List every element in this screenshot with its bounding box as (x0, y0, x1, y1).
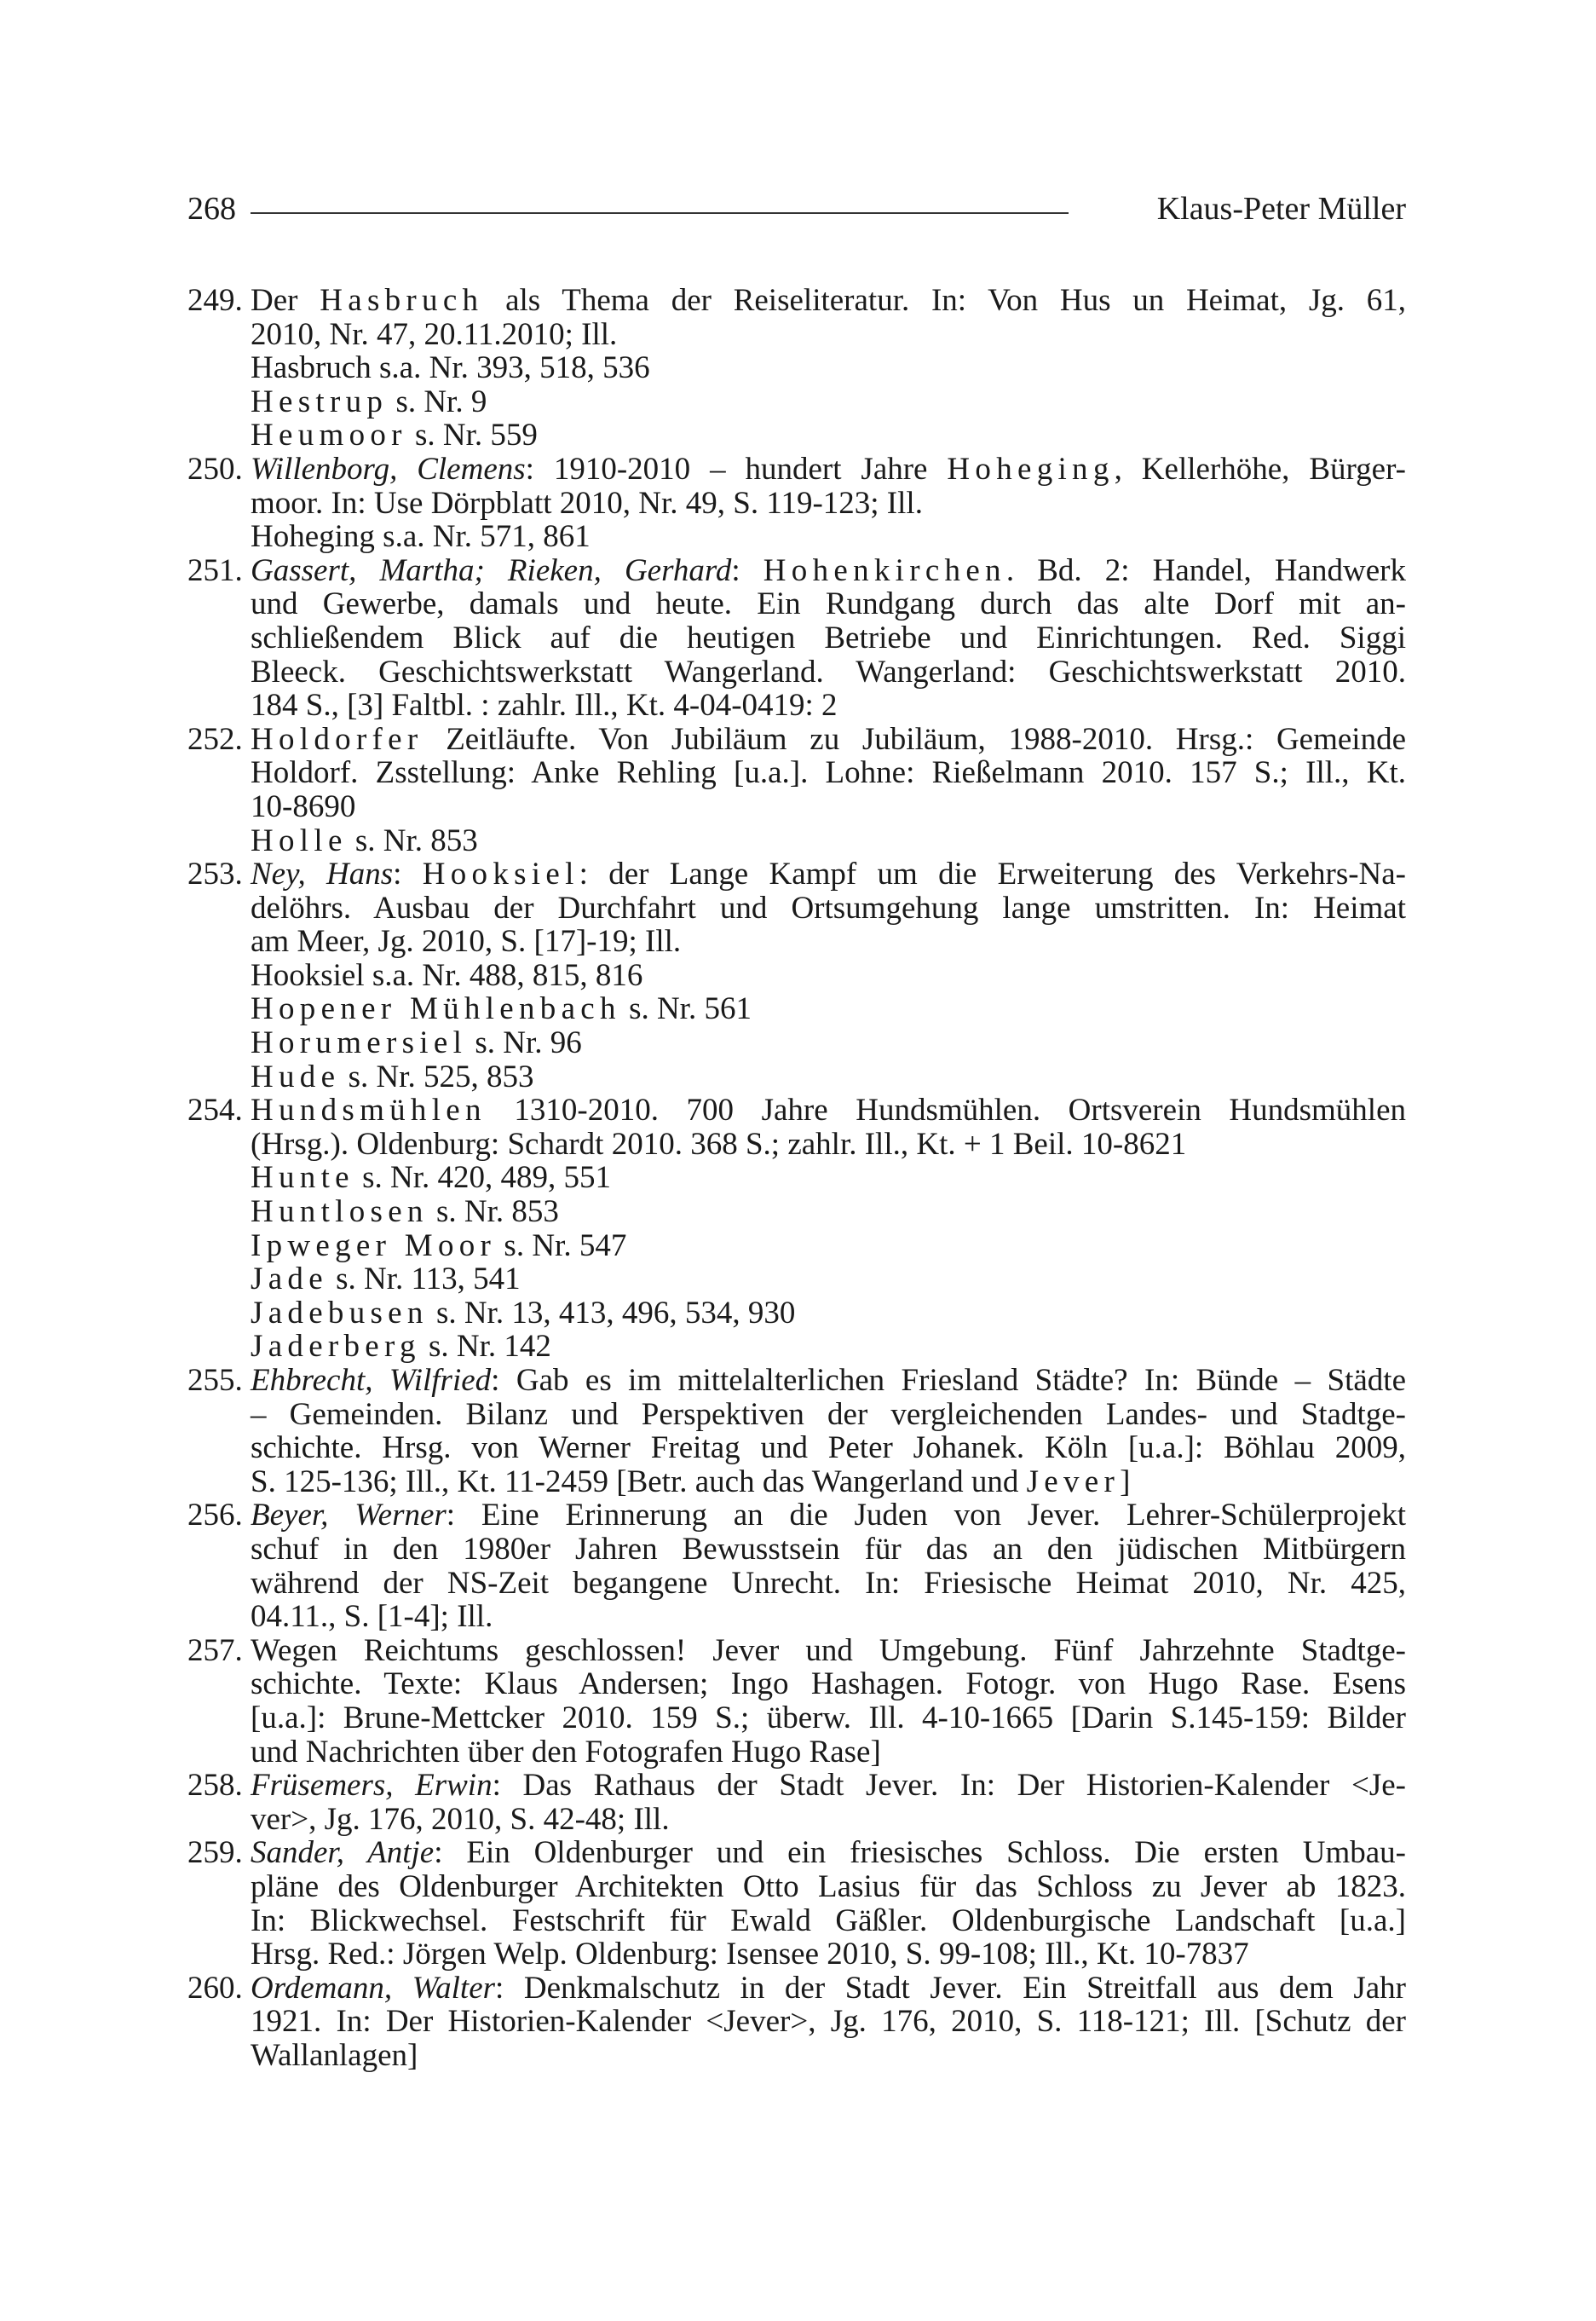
entry-text-line (251, 1600, 1406, 1634)
entry-text: schichte. Hrsg. von Werner Freitag und Peter Johanek. Köln [u.a.]: Böhlau 2009, (251, 1430, 1406, 1466)
entry-text-line (251, 857, 1406, 892)
entry-text-line (251, 1128, 1406, 1162)
entry-text-line (251, 284, 1406, 318)
cross-reference (187, 1060, 1406, 1094)
cross-reference (187, 351, 1406, 385)
entry-text: 184 S., [3] Faltbl. : zahlr. Ill., Kt. 4-04-0419: 2 (251, 688, 838, 724)
bibliography-entry (187, 284, 1406, 351)
entry-author: Sander, Antje (251, 1835, 435, 1871)
entry-text-line (251, 689, 1406, 723)
entry-author: Früsemers, Erwin (251, 1768, 493, 1804)
cross-reference (187, 1262, 1406, 1296)
bibliography-entry (187, 723, 1406, 824)
entry-text: als Thema der Reiseliteratur. In: Von Hus un Heimat, Jg. 61, (483, 283, 1406, 318)
entry-text: schuf in den 1980er Jahren Bewusstsein für das an den jüdischen Mitbürgern (251, 1531, 1406, 1567)
entry-text-line (251, 1533, 1406, 1567)
entry-text: – Gemeinden. Bilanz und Perspektiven der vergleichenden Landes- und Stadtge- (251, 1396, 1406, 1432)
entry-text: ver>, Jg. 176, 2010, S. 42-48; Ill. (251, 1801, 670, 1837)
place-keyword: Holle (251, 823, 348, 858)
entry-text-line (251, 1937, 1406, 1972)
place-keyword: Huntlosen (251, 1194, 429, 1230)
bibliography-list (187, 284, 1406, 2072)
entry-text: schichte. Texte: Klaus Andersen; Ingo Hashagen. Fotogr. von Hugo Rase. Esens (251, 1666, 1406, 1702)
entry-text: pläne des Oldenburger Architekten Otto Lasius für das Schloss zu Jever ab 1823. (251, 1868, 1406, 1904)
header-rule (251, 212, 1069, 214)
entry-text: Holdorf. Zsstellung: Anke Rehling [u.a.]. Lohne: Rießelmann 2010. 157 S.; Ill., Kt. (251, 755, 1406, 791)
entry-number: 252. (187, 721, 243, 757)
entry-number: 254. (187, 1093, 243, 1129)
place-keyword: Jever (1026, 1464, 1121, 1499)
entry-text: : Eine Erinnerung an die Juden von Jever. Lehrer-Schülerprojekt (446, 1498, 1406, 1533)
place-keyword: Hunte (251, 1160, 354, 1196)
reference-text: s. Nr. 561 (620, 991, 752, 1027)
entry-text-line (251, 1465, 1406, 1499)
cross-reference (187, 520, 1406, 554)
reference-text: s. Nr. 559 (406, 418, 538, 453)
cross-reference (187, 1296, 1406, 1331)
bibliography-entry (187, 1094, 1406, 1161)
entry-text: Zeitläufte. Von Jubiläum zu Jubiläum, 1988-2010. Hrsg.: Gemeinde (423, 721, 1406, 757)
reference-text: s. Nr. 547 (496, 1227, 627, 1263)
entry-text-line (251, 2005, 1406, 2039)
entry-text: Bleeck. Geschichtswerkstatt Wangerland. Wangerland: Geschichtswerkstatt 2010. (251, 654, 1406, 690)
entry-text-line (251, 1904, 1406, 1938)
cross-reference (187, 385, 1406, 419)
entry-text-line (251, 723, 1406, 757)
entry-text-line (251, 1803, 1406, 1837)
reference-text: s. Nr. 13, 413, 496, 534, 930 (428, 1295, 796, 1331)
entry-number: 249. (187, 283, 243, 318)
entry-text-line (251, 790, 1406, 824)
entry-author: Beyer, Werner (251, 1498, 447, 1533)
entry-text: 10-8690 (251, 788, 356, 824)
cross-reference (187, 1229, 1406, 1263)
reference-text: Hoheging s.a. Nr. 571, 861 (251, 519, 591, 555)
entry-text-line (251, 1567, 1406, 1601)
cross-reference (187, 992, 1406, 1026)
entry-number: 250. (187, 451, 243, 487)
bibliography-entry (187, 1364, 1406, 1498)
bibliography-entry (187, 1634, 1406, 1769)
entry-author: Ehbrecht, Wilfried (251, 1363, 492, 1398)
entry-text: [u.a.]: Brune-Mettcker 2010. 159 S.; überw. Ill. 4-10-1665 [Darin S.145-159: Bilder (251, 1700, 1406, 1735)
entry-text-line (251, 587, 1406, 621)
place-keyword: Hoheging (947, 451, 1115, 487)
entry-text: : Das Rathaus der Stadt Jever. In: Der Historien-Kalender <Je- (492, 1768, 1406, 1804)
place-keyword: Holdorfer (251, 721, 423, 757)
page-number: 268 (187, 191, 236, 227)
entry-author: Ordemann, Walter (251, 1970, 496, 2006)
entry-text: schließendem Blick auf die heutigen Betriebe und Einrichtungen. Red. Siggi (251, 620, 1406, 655)
reference-text: s. Nr. 113, 541 (327, 1262, 521, 1297)
place-keyword: Heumoor (251, 418, 407, 453)
cross-reference (187, 419, 1406, 453)
place-keyword: Horumersiel (251, 1025, 468, 1061)
place-keyword: Hestrup (251, 384, 389, 419)
entry-author: Willenborg, Clemens (251, 451, 526, 487)
entry-text-line (251, 621, 1406, 655)
place-keyword: Jadebusen (251, 1295, 429, 1331)
bibliography-entry (187, 857, 1406, 959)
place-keyword: Hude (251, 1059, 341, 1094)
entry-text: S. 125-136; Ill., Kt. 11-2459 [Betr. auch das Wangerland und (251, 1464, 1027, 1499)
entry-text: 1921. In: Der Historien-Kalender <Jever>, Jg. 176, 2010, S. 118-121; Ill. [Schutz der (251, 2004, 1406, 2040)
entry-text-line (251, 487, 1406, 521)
entry-text: : 1910-2010 – hundert Jahre (525, 451, 948, 487)
entry-number: 253. (187, 857, 243, 892)
entry-text-line (251, 1836, 1406, 1870)
entry-number: 260. (187, 1970, 243, 2006)
place-keyword: Hasbruch (320, 283, 484, 318)
cross-reference (187, 1195, 1406, 1229)
entry-text: : Ein Oldenburger und ein friesisches Schloss. Die ersten Umbau- (434, 1835, 1407, 1871)
entry-number: 259. (187, 1835, 243, 1871)
entry-text-line (251, 1398, 1406, 1432)
entry-text: 04.11., S. [1-4]; Ill. (251, 1599, 493, 1635)
entry-text: (Hrsg.). Oldenburg: Schardt 2010. 368 S.; zahlr. Ill., Kt. + 1 Beil. 10-8621 (251, 1126, 1187, 1162)
entry-text: 1310-2010. 700 Jahre Hundsmühlen. Ortsverein Hundsmühlen (486, 1093, 1406, 1129)
entry-text: : Denkmalschutz in der Stadt Jever. Ein Streitfall aus dem Jahr (495, 1970, 1406, 2006)
reference-text: s. Nr. 853 (428, 1194, 559, 1230)
entry-text: moor. In: Use Dörpblatt 2010, Nr. 49, S. 119-123; Ill. (251, 485, 923, 521)
entry-text: Hrsg. Red.: Jörgen Welp. Oldenburg: Isensee 2010, S. 99-108; Ill., Kt. 10-7837 (251, 1937, 1249, 1972)
bibliography-entry (187, 1972, 1406, 2073)
entry-number: 251. (187, 552, 243, 588)
place-keyword: Hopener Mühlenbach (251, 991, 621, 1027)
entry-author: Ney, Hans (251, 857, 394, 892)
entry-text-line (251, 1634, 1406, 1668)
entry-text: , Kellerhöhe, Bürger- (1114, 451, 1406, 487)
entry-text: delöhrs. Ausbau der Durchfahrt und Ortsumgehung lange umstritten. In: Heimat (251, 890, 1406, 926)
place-keyword: Jaderberg (251, 1329, 421, 1365)
entry-text: während der NS-Zeit begangene Unrecht. In: Friesische Heimat 2010, Nr. 425, (251, 1565, 1406, 1601)
entry-text-line (251, 655, 1406, 690)
cross-reference (187, 959, 1406, 993)
entry-text-line (251, 1498, 1406, 1533)
running-header (187, 189, 1406, 228)
entry-text-line (251, 1364, 1406, 1398)
entry-text-line (251, 892, 1406, 926)
entry-text-line (251, 1870, 1406, 1904)
entry-text-line (251, 1094, 1406, 1128)
running-header-author: Klaus-Peter Müller (1156, 191, 1406, 227)
entry-text: 2010, Nr. 47, 20.11.2010; Ill. (251, 316, 618, 352)
bibliography-entry (187, 1836, 1406, 1971)
reference-text: s. Nr. 420, 489, 551 (354, 1160, 612, 1196)
entry-text: und Gewerbe, damals und heute. Ein Rundgang durch das alte Dorf mit an- (251, 586, 1406, 622)
entry-text-line (251, 1972, 1406, 2006)
entry-text-line (251, 1769, 1406, 1803)
entry-text: und Nachrichten über den Fotografen Hugo Rase] (251, 1734, 881, 1770)
entry-text: Der (251, 283, 320, 318)
entry-text: : (731, 552, 763, 588)
entry-text: Wegen Reichtums geschlossen! Jever und Umgebung. Fünf Jahrzehnte Stadtge- (251, 1632, 1406, 1668)
cross-reference (187, 1330, 1406, 1364)
entry-text: . Bd. 2: Handel, Handwerk (1005, 552, 1406, 588)
bibliography-entry (187, 1769, 1406, 1836)
entry-number: 257. (187, 1632, 243, 1668)
entry-author: Gassert, Martha; Rieken, Gerhard (251, 552, 732, 588)
place-keyword: Jade (251, 1262, 328, 1297)
entry-text-line (251, 1701, 1406, 1735)
place-keyword: Hooksiel (422, 857, 579, 892)
bibliography-entry (187, 453, 1406, 520)
reference-text: s. Nr. 853 (347, 823, 478, 858)
entry-text-line (251, 554, 1406, 588)
reference-text: Hooksiel s.a. Nr. 488, 815, 816 (251, 957, 643, 993)
entry-number: 256. (187, 1498, 243, 1533)
entry-number: 255. (187, 1363, 243, 1398)
cross-reference (187, 824, 1406, 858)
entry-text-line (251, 1431, 1406, 1465)
cross-reference (187, 1161, 1406, 1195)
place-keyword: Ipweger Moor (251, 1227, 497, 1263)
place-keyword: Hundsmühlen (251, 1093, 487, 1129)
cross-reference (187, 1026, 1406, 1060)
entry-text: am Meer, Jg. 2010, S. [17]-19; Ill. (251, 924, 682, 960)
entry-text: Wallanlagen] (251, 2037, 418, 2073)
reference-text: s. Nr. 525, 853 (340, 1059, 534, 1094)
entry-text: : Gab es im mittelalterlichen Friesland Städte? In: Bünde – Städte (491, 1363, 1406, 1398)
entry-text-line (251, 756, 1406, 790)
place-keyword: Hohenkirchen (763, 552, 1006, 588)
reference-text: s. Nr. 142 (420, 1329, 551, 1365)
entry-number: 258. (187, 1768, 243, 1804)
entry-text-line (251, 318, 1406, 352)
reference-text: Hasbruch s.a. Nr. 393, 518, 536 (251, 350, 650, 386)
entry-text: : (393, 857, 423, 892)
entry-text: In: Blickwechsel. Festschrift für Ewald Gäßler. Oldenburgische Landschaft [u.a.] (251, 1902, 1406, 1938)
entry-text: : der Lange Kampf um die Erweiterung des Verkehrs-Na- (579, 857, 1407, 892)
entry-text-line (251, 925, 1406, 959)
reference-text: s. Nr. 9 (388, 384, 487, 419)
reference-text: s. Nr. 96 (467, 1025, 582, 1061)
entry-text-line (251, 2039, 1406, 2073)
bibliography-entry (187, 1498, 1406, 1633)
entry-text-line (251, 453, 1406, 487)
entry-text-line (251, 1667, 1406, 1701)
entry-text: ] (1120, 1464, 1131, 1499)
entry-text-line (251, 1735, 1406, 1770)
bibliography-entry (187, 554, 1406, 723)
